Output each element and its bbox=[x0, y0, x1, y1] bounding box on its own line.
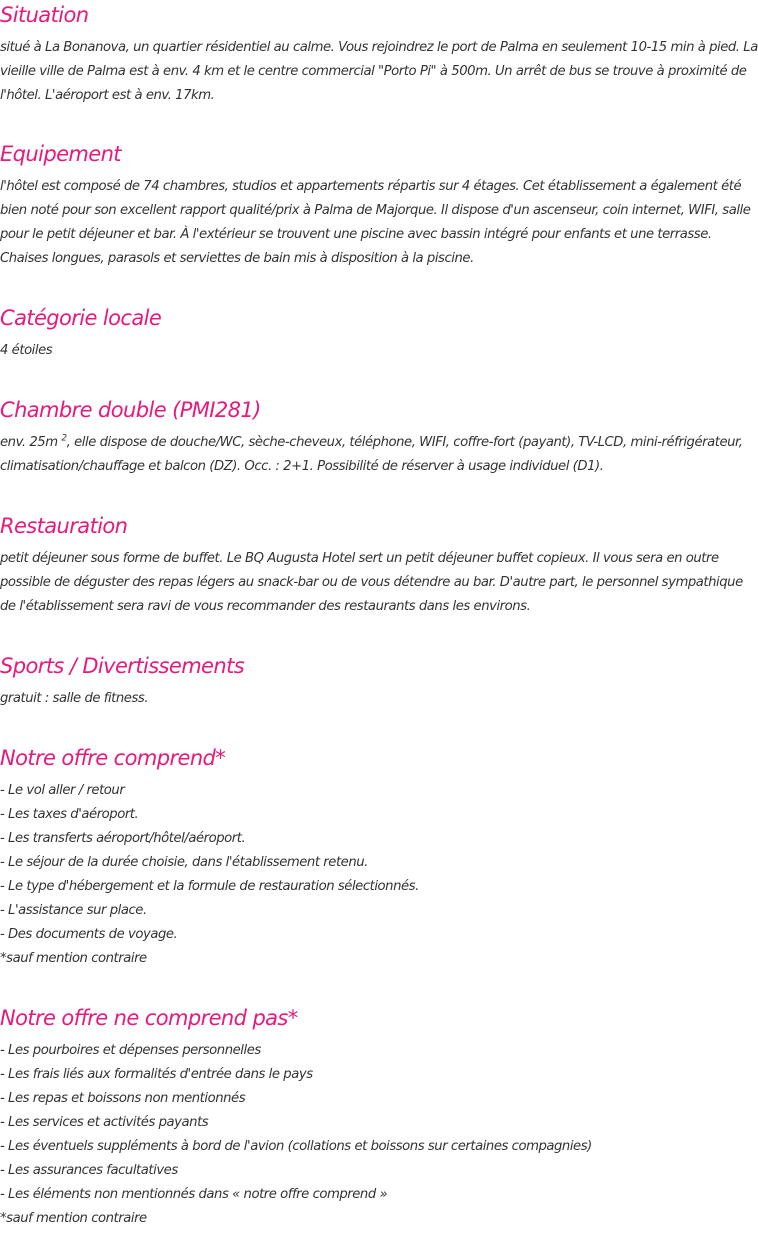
section-title-equipement: Equipement bbox=[0, 142, 121, 166]
equipement-text: l'hôtel est composé de 74 chambres, studios et appartements répartis sur 4 étages. Cet établissement a également été bien noté pour son excellent rapport qualité/prix à Palma de Majorque. Il dispose d'un ascenseur, coin internet, WIFI, salle pour le petit déjeuner et bar. À l'extérieur se trouvent une piscine avec bassin intégré pour enfants et une terrasse. Chaises longues, parasols et serviettes de bain mis à disposition à la piscine. bbox=[0, 179, 751, 266]
chambre-text-sup: 2 bbox=[61, 433, 67, 444]
list-item: - Les éventuels suppléments à bord de l'avion (collations et boissons sur certaines compagnies) bbox=[0, 1139, 592, 1154]
offre-ne-comprend-pas-footnote: *sauf mention contraire bbox=[0, 1211, 147, 1226]
chambre-text-before: env. 25m bbox=[0, 435, 62, 450]
section-title-offre-ne-comprend-pas: Notre offre ne comprend pas* bbox=[0, 1006, 298, 1030]
situation-text: situé à La Bonanova, un quartier résidentiel au calme. Vous rejoindrez le port de Palma en seulement 10-15 min à pied. La vieille ville de Palma est à env. 4 km et le centre commercial "Porto Pi" à 500m. Un arrêt de bus se trouve à proximité de l'hôtel. L'aéroport est à env. 17km. bbox=[0, 40, 758, 103]
list-item: - Le type d'hébergement et la formule de restauration sélectionnés. bbox=[0, 879, 419, 894]
list-item: - Les assurances facultatives bbox=[0, 1163, 178, 1178]
list-item: - Des documents de voyage. bbox=[0, 927, 178, 942]
list-item: - Les services et activités payants bbox=[0, 1115, 209, 1130]
list-item: - Le vol aller / retour bbox=[0, 783, 125, 798]
section-title-chambre: Chambre double (PMI281) bbox=[0, 398, 261, 422]
list-item: - Les taxes d'aéroport. bbox=[0, 807, 139, 822]
section-offre-comprend bbox=[0, 743, 758, 971]
list-item: - Les transferts aéroport/hôtel/aéroport. bbox=[0, 831, 246, 846]
list-item: - Les pourboires et dépenses personnelles bbox=[0, 1043, 261, 1058]
restauration-text: petit déjeuner sous forme de buffet. Le BQ Augusta Hotel sert un petit déjeuner buffet copieux. Il vous sera en outre possible de déguster des repas légers au snack-bar ou de vous détendre au bar. D'autre part, le personnel sympathique de l'établissement sera ravi de vous recommander des restaurants dans les environs. bbox=[0, 551, 743, 614]
offre-comprend-footnote: *sauf mention contraire bbox=[0, 951, 147, 966]
section-equipement bbox=[0, 139, 758, 271]
chambre-text bbox=[0, 431, 758, 479]
categorie-text: 4 étoiles bbox=[0, 343, 53, 358]
list-item: - Les repas et boissons non mentionnés bbox=[0, 1091, 246, 1106]
offre-comprend-list bbox=[0, 779, 758, 947]
section-categorie bbox=[0, 303, 758, 363]
list-item: - Le séjour de la durée choisie, dans l'établissement retenu. bbox=[0, 855, 368, 870]
offre-ne-comprend-pas-list bbox=[0, 1039, 758, 1207]
section-title-restauration: Restauration bbox=[0, 514, 128, 538]
section-restauration bbox=[0, 511, 758, 619]
section-title-offre-comprend: Notre offre comprend* bbox=[0, 746, 226, 770]
chambre-text-after: , elle dispose de douche/WC, sèche-cheveux, téléphone, WIFI, coffre-fort (payant), TV-LCD, mini-réfrigérateur, climatisation/chauffage et balcon (DZ). Occ. : 2+1. Possibilité de réserver à usage individuel (D1). bbox=[0, 435, 743, 474]
section-chambre bbox=[0, 395, 758, 479]
list-item: - Les frais liés aux formalités d'entrée dans le pays bbox=[0, 1067, 313, 1082]
section-situation bbox=[0, 0, 758, 108]
section-offre-ne-comprend-pas bbox=[0, 1003, 758, 1231]
section-title-situation: Situation bbox=[0, 3, 89, 27]
list-item: - Les éléments non mentionnés dans « notre offre comprend » bbox=[0, 1187, 388, 1202]
sports-text: gratuit : salle de fitness. bbox=[0, 691, 149, 706]
list-item: - L'assistance sur place. bbox=[0, 903, 147, 918]
section-sports bbox=[0, 651, 758, 711]
section-title-sports: Sports / Divertissements bbox=[0, 654, 245, 678]
section-title-categorie: Catégorie locale bbox=[0, 306, 162, 330]
